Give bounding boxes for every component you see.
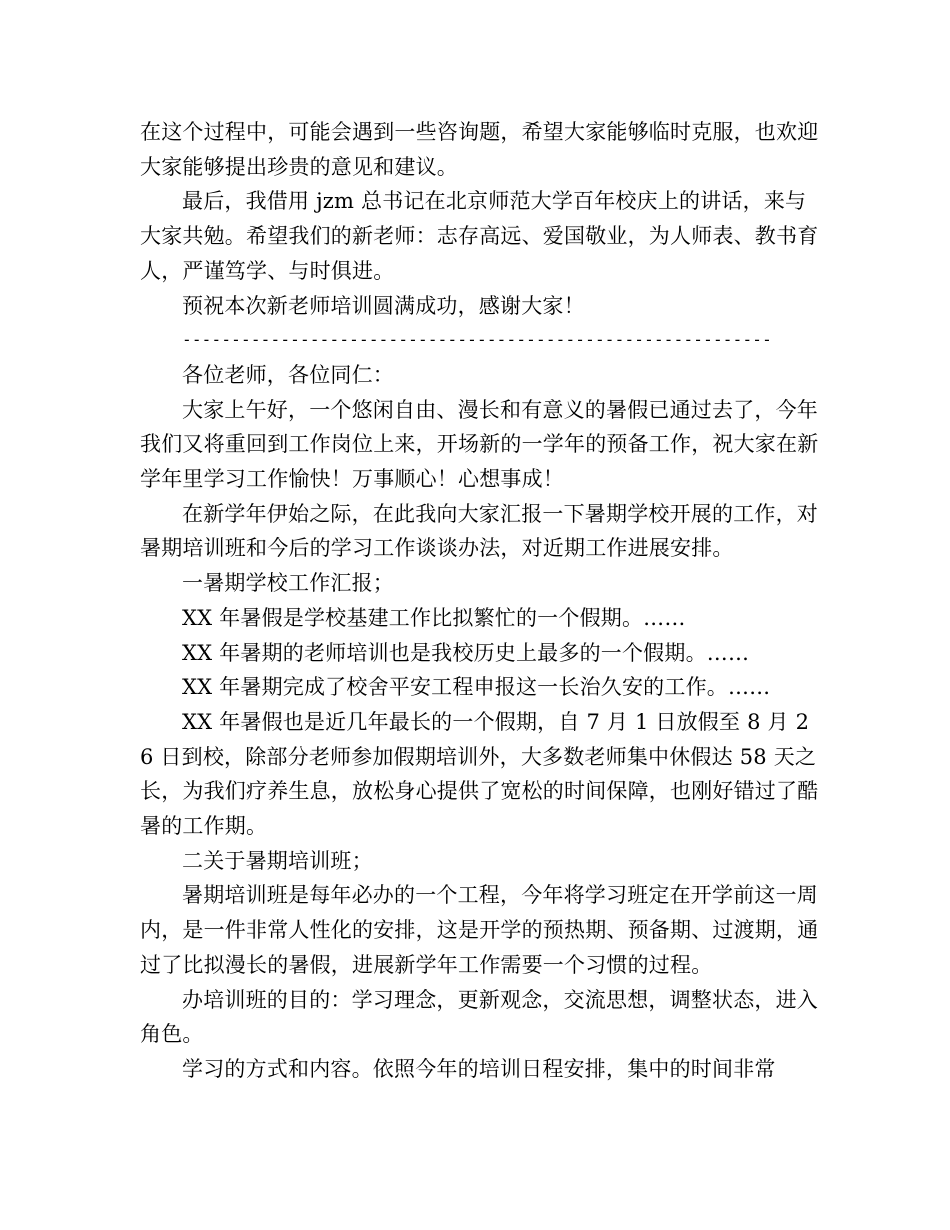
paragraph: 大家上午好，一个悠闲自由、漫长和有意义的暑假已通过去了，今年我们又将重回到工作岗位上来，开场新的一学年的预备工作，祝大家在新学年里学习工作愉快！万事顺心！心想事成！: [140, 397, 819, 492]
paragraph: XX 年暑期完成了校舍平安工程申报这一长治久安的工作。……: [182, 675, 771, 700]
paragraph: 在新学年伊始之际，在此我向大家汇报一下暑期学校开展的工作，对暑期培训班和今后的学习工作谈谈办法，对近期工作进展安排。: [140, 501, 818, 561]
paragraph: 在这个过程中，可能会遇到一些咨询题，希望大家能够临时克服，也欢迎大家能够提出珍贵的意见和建议。: [140, 120, 819, 179]
salutation: 各位老师，各位同仁：: [182, 362, 394, 387]
paragraph: 学习的方式和内容。依照今年的培训日程安排，集中的时间非常: [182, 1056, 776, 1081]
paragraph: 暑期培训班是每年必办的一个工程，今年将学习班定在开学前这一周内，是一件非常人性化的安排，这是开学的预热期、预备期、过渡期，通过了比拟漫长的暑假，进展新学年工作需要一个习惯的过程。: [140, 883, 819, 977]
section-heading: 二关于暑期培训班；: [182, 848, 373, 873]
section-heading: 一暑期学校工作汇报；: [182, 571, 394, 596]
document-body: [140, 115, 820, 1087]
paragraph: XX 年暑假是学校基建工作比拟繁忙的一个假期。……: [182, 605, 686, 630]
paragraph: 最后，我借用 jzm 总书记在北京师范大学百年校庆上的讲话，来与大家共勉。希望我们的新老师：志存高远、爱国敬业，为人师表、教书育人，严谨笃学、与时俱进。: [140, 189, 819, 283]
section-divider: ------------------------------------------------------------: [182, 330, 772, 350]
paragraph: 预祝本次新老师培训圆满成功，感谢大家！: [182, 293, 585, 318]
paragraph: XX 年暑假也是近几年最长的一个假期，自 7 月 1 日放假至 8 月 26 日到校，除部分老师参加假期培训外，大多数老师集中休假达 58 天之长，为我们疗养生息，放松身心提供了宽松的时间保障，也刚好错过了酷暑的工作期。: [140, 709, 819, 839]
paragraph: 办培训班的目的：学习理念，更新观念，交流思想，调整状态，进入角色。: [140, 987, 818, 1047]
paragraph: XX 年暑期的老师培训也是我校历史上最多的一个假期。……: [182, 640, 750, 665]
